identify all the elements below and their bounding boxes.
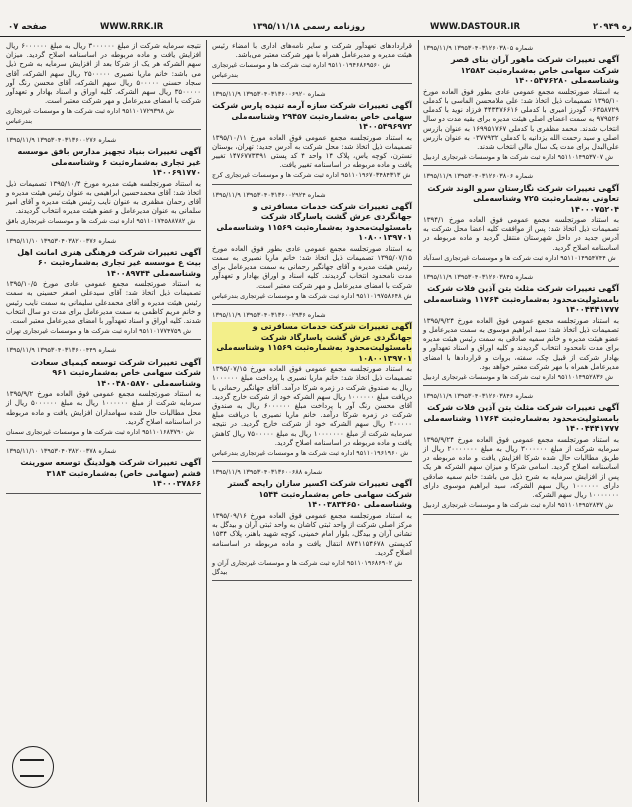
notice-signature: ش ۹۵۱۱۰۱۹۷۵۸۶۴۸ اداره ثبت شرکت ها و موسسات غیرتجاری بندرعباس bbox=[212, 291, 412, 300]
notice-separator bbox=[212, 461, 412, 462]
notice bbox=[212, 468, 412, 581]
notice-title: آگهی تغییرات بنیاد تجهیز مدارس بافق موسسه غیر تجاری به‌شماره‌ثبت ۶ وشناسه‌ملی ۱۴۰۰۶۹۱۷۷۰ bbox=[17, 147, 201, 178]
notice-body: قراردادهای تعهدآور شرکت و سایر نامه‌های اداری با امضاء رئیس هیئت مدیره و مدیرعامل همراه با مهر شرکت معتبر می‌باشد. bbox=[212, 42, 412, 60]
notice-separator bbox=[212, 83, 412, 84]
notice-title: آگهی تغییرات شرکت سازه آرمه تنیده پارس شرکت سهامی خاص به‌شماره‌ثبت ۲۹۴۵۷ وشناسه‌ملی ۱۴۰۰۵۴۹۶۹۷۲ bbox=[212, 101, 412, 132]
notice-signature: ش ۹۵۱۱۰۱۹۶۱۹۶۰ اداره ثبت شرکت ها و موسسات غیرتجاری بندرعباس bbox=[212, 448, 409, 457]
notice-number: ۱۳۹۵/۱۱/۱۰ ۱۳۹۵۳۰۴۰۳۸۲۰۰۳۷۸ شماره bbox=[6, 447, 117, 456]
notice-number: ۱۳۹۵/۱۱/۹ ۱۳۹۵۳۰۴۰۳۱۳۶۰۰۲۷۶ شماره bbox=[6, 135, 117, 144]
column-right bbox=[423, 41, 619, 801]
notice bbox=[6, 346, 201, 441]
notice-separator bbox=[6, 440, 201, 441]
notice-number: ۱۳۹۵/۱۱/۱۰ ۱۳۹۵۳۰۴۰۳۸۲۰۰۳۷۶ شماره bbox=[6, 236, 117, 245]
notice bbox=[6, 42, 201, 130]
notice-signature: ش ۹۵۱۱۰۱۷۴۵۸۸۷۸۲ اداره ثبت شرکت ها و موسسات غیرتجاری بافق bbox=[6, 217, 196, 226]
notice-title: آگهی تغییرات شرکت فرهنگی هنری امانت اهل بیت ع موسسه غیر تجاری به‌شماره‌ثبت ۶۰ وشناسه‌ملی ۱۴۰۰۸۹۷۴۴ bbox=[17, 247, 201, 278]
notice-signature: ش ۹۵۱۱۰۱۹۴۶۸۶۹۵۶۰ اداره ثبت شرکت ها و موسسات غیرتجاری بندرعباس bbox=[212, 61, 391, 79]
notice-signature: ش ۹۵۱۱۰۱۴۹۵۲۸۳۶ اداره ثبت شرکت ها و موسسات غیرتجاری اردبیل bbox=[423, 372, 614, 381]
notice bbox=[423, 172, 619, 267]
registration-logo-icon bbox=[12, 746, 54, 788]
notice-signature: ش ۹۵۱۱۰۱۴۹۵۲۸۳۷ اداره ثبت شرکت ها و موسسات غیرتجاری اردبیل bbox=[423, 501, 614, 510]
notice-number: ۱۳۹۵/۱۱/۹ ۱۳۹۵۳۰۴۰۳۱۲۶۰۳۸۰۵ شماره bbox=[423, 44, 534, 52]
column-left bbox=[6, 41, 201, 801]
notice-signature: ش ۹۵۱۱۰۱۴۹۵۴۷۴۴ اداره ثبت شرکت ها و موسسات غیرتجاری اسدآباد bbox=[423, 253, 616, 262]
notice-body: به استناد صورتجلسه مجمع عمومی فوق العاده مورخ ۱۳۹۵/۹/۲۴ تصمیمات ذیل اتخاذ شد: سید ابراهیم موسوی به سمت مدیرعامل و عضو هیئت مدیره و خانم سمیه صادقی به سمت رئیس هیئت مدیره برای مدت نامحدود انتخاب گردیدند و کلیه اوراق و اسناد تعهدآور و بهادار شرکت از قبیل چک، سفته، بروات و قراردادها با امضای مدیرعامل همراه با مهر شرکت معتبر خواهد بود. bbox=[423, 316, 619, 371]
notice-number: ۱۳۹۵/۱۱/۹ ۱۳۹۵۳۰۴۰۳۱۲۶۰۳۸۴۵ شماره bbox=[423, 273, 534, 282]
notice-body: به استناد صورتجلسه مجمع عمومی عادی مورخ ۱۳۹۵/۱۰/۵ تصمیمات ذیل اتخاذ شد: آقای سیدعلی اصغر حسینی به سمت رئیس هیئت مدیره و آقای محمدعلی سلیمانی به سمت نایب رئیس و خانم مریم کاظمی به سمت مدیرعامل برای مدت دو سال انتخاب شدند. کلیه اوراق و اسناد تعهدآور با امضای مدیرعامل معتبر است. bbox=[6, 280, 201, 326]
notice-number: ۱۳۹۵/۱۱/۹ ۱۳۹۵۳۰۴۰۳۱۲۶۰۳۸۴۶ شماره bbox=[423, 392, 534, 401]
notice bbox=[212, 191, 412, 305]
notice-body: به استناد صورتجلسه مجمع عمومی فوق العاده مورخ ۱۳۹۵/۹/۲۴ سرمایه شرکت از مبلغ ۳۰۰۰۰۰۰ ریال به مبلغ ۲۰۰۰۰۰۰۰ ریال از طریق مطالبات حال شده شرکا افزایش یافت و ماده مربوطه در اساسنامه اصلاح گردید. اسامی شرکا و میزان سهم الشرکه هر یک پس از افزایش سرمایه به شرح ذیل می باشد: خانم سمیه صادقی دارای ۱۰۰۰۰۰۰ ریال سهم الشرکه، سید ابراهیم موسوی دارای ۱۰۰۰۰۰۰۰ ریال سهم الشرکه. bbox=[423, 435, 620, 500]
column-rule-right bbox=[418, 40, 419, 802]
notice-number: ۱۳۹۵/۱۱/۹ ۱۳۹۵۳۰۴۰۳۱۳۶۰۰۲۹۲۴ شماره bbox=[212, 190, 326, 199]
notice-separator bbox=[423, 266, 619, 267]
notice bbox=[6, 136, 201, 231]
notice-title: آگهی تغییرات شرکت خدمات مسافرتی و جهانگردی عرش گشت پاسارگاد شرکت بامسئولیت‌محدود به‌شماره‌ثبت ۱۱۵۶۹ وشناسه‌ملی ۱۰۸۰۰۱۳۹۷۰۱ bbox=[216, 201, 412, 243]
notice-separator bbox=[6, 230, 201, 231]
notice-title: آگهی تغییرات شرکت مثلث بتن آذین فلات شرکت بامسئولیت‌محدود به‌شماره‌ثبت ۱۱۷۶۴ وشناسه‌ملی ۱۴۰۰۴۴۴۱۷۷۷ bbox=[423, 403, 619, 434]
notice-number: ۱۳۹۵/۱۱/۹ ۱۳۹۵۳۰۴۰۳۱۳۶۰۰۶۸۸ شماره bbox=[212, 468, 323, 477]
notice-signature: ش ۹۵۱۱۰۱۹۶۷۰۳۴۸۴۳۱۳ اداره ثبت شرکت ها و موسسات غیرتجاری کرج bbox=[212, 171, 411, 180]
notice-title: آگهی تغییرات شرکت توسعه کیمیای سعادت شرکت سهامی خاص به‌شماره‌ثبت ۹۶۱ وشناسه‌ملی ۱۴۰۰۴۸۰۵۸۷۰ bbox=[30, 357, 201, 388]
notice bbox=[6, 447, 201, 494]
notice-title: آگهی تغییرات شرکت مثلث بتن آذین فلات شرکت بامسئولیت‌محدود به‌شماره‌ثبت ۱۱۷۶۴ وشناسه‌ملی ۱۴۰۰۴۴۴۱۷۷۷ bbox=[423, 284, 619, 315]
notice bbox=[212, 90, 412, 185]
newspaper-title: روزنامه رسمی ۱۳۹۵/۱۱/۱۸ bbox=[252, 22, 366, 32]
column-middle bbox=[212, 41, 412, 801]
notice-body: به استناد صورتجلسه مجمع عمومی عادی بطور فوق العاده مورخ ۱۳۹۵/۰۷/۱۵ تصمیمات ذیل اتخاذ شد: خانم ماریا نصیری به سمت رئیس هیئت مدیره و آقای جهانگیر رحمانی به سمت مدیرعامل برای مدت نامحدود انتخاب گردیدند. کلیه اسناد و اوراق بهادار و تعهدآور شرکت با امضای مدیرعامل و مهر شرکت معتبر است. bbox=[212, 244, 412, 290]
page-number: صفحه ۰۷ bbox=[8, 22, 47, 32]
notice-body: به استناد صورتجلسه مجمع عمومی فوق العاده مورخ ۱۳۹۵/۰۹/۱۶ مرکز اصلی شرکت از واحد ثبتی کاشان به واحد ثبتی آران و بیدگل به نشانی آران و بیدگل، بلوار امام خمینی، کوچه شهید باهنر، پلاک ۱۵۳۴ کدپستی ۸۷۴۱۱۵۴۶۷۸ انتقال یافت و ماده مربوطه در اساسنامه اصلاح گردید. bbox=[212, 511, 412, 557]
notice-body: به استناد صورتجلسه مجمع عمومی فوق العاده مورخ ۱۳۹۵/۰۷/۱۵ تصمیمات ذیل اتخاذ شد: خانم ماریا نصیری با پرداخت مبلغ ۱۰۰۰۰۰۰ ریال به صندوق شرکت در زمره شرکا درآمد. آقای جهانگیر رحمانی با دریافت مبلغ ۱۰۰۰۰۰۰ ریال سهم الشرکه خود از شرکت خارج گردید. آقای محسن رنگ آور با پرداخت مبلغ ۶۰۰۰۰۰۰ ریال به صندوق شرکت در زمره شرکا درآمد. خانم ماریا نصیری با دریافت مبلغ ۲۰۰۰۰۰ ریال سهم الشرکه خود از شرکت خارج گردید. در نتیجه سرمایه شرکت از مبلغ ۱۰۰۰۰۰۰۰ ریال به مبلغ ۷۵۰۰۰۰۰ ریال کاهش یافت و ماده مربوطه در اساسنامه اصلاح گردید. bbox=[212, 365, 412, 447]
notice-separator bbox=[423, 514, 619, 515]
notice-signature: ش ۹۵۱۱۰۱۹۶۸۶۹۰۲ اداره ثبت شرکت ها و موسسات غیرتجاری آران و بیدگل bbox=[212, 558, 403, 577]
notice-separator bbox=[212, 304, 412, 305]
notice-title: آگهی تغییرات شرکت خدمات مسافرتی و جهانگردی عرش گشت پاسارگاد شرکت بامسئولیت‌محدود به‌شماره‌ثبت ۱۱۵۶۹ وشناسه‌ملی ۱۰۸۰۰۱۳۹۷۰۱ bbox=[212, 322, 412, 364]
notice-body: به استناد صورتجلسه مجمع عمومی عادی بطور فوق العاده مورخ ۱۳۹۵/۱۰ تصمیمات ذیل اتخاذ شد: علی ملامحسن الماسی با کدملی ۰۶۳۵۸۷۲۹ گودرز امیری با کدملی ۴۴۳۴۷۶۶۱۶ فرزاد نوید با کدملی ۹۷۹۵۲۶ به سمت اعضای اصلی هیئت مدیره برای بقیه مدت دو سال انتخاب شدند. محمد مظفری با کدملی ۱۶۹۹۵۱۷۶۷ به عنوان بازرس اصلی و سید رحمت الله یزدانیه با کدملی ۰۳۷۷۹۳۲ به عنوان بازرس علی‌البدل برای مدت یک سال مالی انتخاب شدند. bbox=[423, 87, 619, 151]
right-website: WWW.DASTOUR.IR bbox=[430, 22, 520, 32]
notice-number: ۱۳۹۵/۱۱/۹ ۱۳۹۵۳۰۴۰۳۱۳۶۰۰۴۴۹ شماره bbox=[6, 346, 117, 355]
left-website: WWW.RRK.IR bbox=[100, 22, 164, 32]
notice-separator bbox=[212, 580, 412, 581]
notice-separator bbox=[6, 129, 201, 130]
notice-number: ۱۳۹۵/۱۱/۹ ۱۳۹۵۳۰۴۰۳۱۲۶۰۳۸۰۶ شماره bbox=[423, 172, 534, 181]
notice-separator bbox=[6, 339, 201, 340]
notice-number: ۱۳۹۵/۱۱/۹ ۱۳۹۵۳۰۴۰۳۱۳۶۰۰۲۹۳۶ شماره bbox=[212, 310, 326, 319]
notice bbox=[212, 42, 412, 84]
notice bbox=[423, 273, 619, 386]
notice bbox=[212, 311, 412, 462]
notice-separator bbox=[423, 165, 619, 166]
notice-signature: ش ۹۵۱۱۰۱۴۹۵۳۷۰۷ اداره ثبت شرکت ها و موسسات غیرتجاری اردبیل bbox=[423, 153, 614, 162]
notice-title: آگهی تغییرات شرکت هولدینگ توسعه سورینت قشم (سهامی خاص) به‌شماره‌ثبت ۳۱۸۴ ۱۴۰۰۰۳۷۸۶۶ bbox=[20, 458, 201, 489]
notice-body: به استناد صورتجلسه مجمع عمومی فوق العاده مورخ ۱۳۹۵/۱۰/۱۱ تصمیمات ذیل اتخاذ شد: محل شرکت به آدرس جدید: تهران، بوستان نسترن، کوچه یاس، پلاک ۱۴ واحد ۴ کد پستی ۱۴۷۶۷۷۳۳۹۱ تغییر یافت و ماده مربوطه در اساسنامه تغییر یافت. bbox=[212, 133, 413, 170]
notice-body: به استناد صورتجلسه مجمع عمومی فوق العاده مورخ ۱۳۹۴/۱ تصمیمات ذیل اتخاذ شد: پس از موافقت کلیه اعضا محل شرکت به آدرس جدید در داخل شهرستان منتقل گردید و ماده مربوطه در اساسنامه اصلاح گردید. bbox=[423, 216, 619, 252]
notice-separator bbox=[6, 493, 201, 494]
issue-number: ره ۲۰۹۴۹ bbox=[593, 22, 632, 32]
notice-signature: ش ۹۵۱۱۰۱۷۷۴۷۵۹ اداره ثبت شرکت ها و موسسات غیرتجاری تهران bbox=[6, 327, 192, 336]
notice-body: به استناد صورتجلسه هیئت مدیره مورخ ۱۳۹۵/۱۰/۴ تصمیمات ذیل اتخاذ شد: آقای محمدحسین ابراهیمی به عنوان رئیس هیئت مدیره و آقای رحمان مظفری به عنوان نایب رئیس هیئت مدیره و آقای امیر سلمانی به عنوان مدیرعامل و عضو هیئت مدیره انتخاب گردیدند. bbox=[6, 179, 202, 216]
notice-number: ۱۳۹۵/۱۱/۹ ۱۳۹۵۳۰۴۰۳۱۳۶۰۰۶۹۲۰ شماره bbox=[212, 89, 326, 98]
notice-body: به استناد صورتجلسه مجمع عمومی فوق العاده مورخ ۱۳۹۵/۹/۲ سرمایه شرکت از مبلغ ۱۰۰۰۰۰۰ ریال به مبلغ ۵۰۰۰۰۰۰ ریال از محل مطالبات حال شده سهامداران افزایش یافت و ماده مربوطه در اساسنامه اصلاح گردید. bbox=[6, 390, 202, 426]
column-rule-left bbox=[206, 40, 207, 802]
notice bbox=[423, 44, 619, 166]
notice-title: آگهی تغییرات شرکت اکسیر سازان رایحه گستر شرکت سهامی خاص به‌شماره‌ثبت ۱۵۴۴ وشناسه‌ملی ۱۴۰۰۳۸۳۴۶۵۰ bbox=[227, 479, 412, 510]
notice-body: نتیجه سرمایه شرکت از مبلغ ۳۰۰۰۰۰۰ ریال به مبلغ ۶۰۰۰۰۰۰ ریال افزایش یافت و ماده مربوطه در اساسنامه اصلاح گردید. میزان سهم الشرکه هر یک از شرکا بعد از افزایش سرمایه به شرح ذیل می باشد: خانم ماریا نصیری ۲۵۰۰۰۰۰ ریال سهم الشرکه، آقای سجاد حسنی ۵۰۰۰۰۰ ریال سهم الشرکه، آقای محسن رنگ آور ۳۵۰۰۰۰۰ ریال سهم الشرکه. کلیه اوراق و اسناد بهادار و تعهدآور شرکت با امضای مدیرعامل و مهر شرکت معتبر است. bbox=[6, 42, 201, 106]
notice bbox=[423, 392, 619, 514]
notice-title: آگهی تغییرات شرکت نگارستان سرو الوند شرکت تعاونی به‌شماره‌ثبت ۷۲۵ وشناسه‌ملی ۱۴۰۰۰۷۵۲۰۴ bbox=[427, 183, 619, 214]
notice-signature: ش ۹۵۱۱۰۱۷۲۹۳۹۸ اداره ثبت شرکت ها و موسسات غیرتجاری بندرعباس bbox=[6, 107, 174, 125]
page-header bbox=[0, 0, 632, 37]
notice-separator bbox=[423, 385, 619, 386]
notice bbox=[6, 237, 201, 341]
notice-separator bbox=[212, 184, 412, 185]
notice-title: آگهی تغییرات شرکت ماهور آران بنای قصر شرکت سهامی خاص به‌شماره‌ثبت ۱۲۵۸۳ وشناسه‌ملی ۱۴۰۰۵۴۷۶۲۸۰ bbox=[451, 55, 619, 86]
notice-signature: ش ۹۵۱۱۰۱۶۸۳۷۹۰ اداره ثبت شرکت ها و موسسات غیرتجاری سمنان bbox=[6, 427, 194, 436]
